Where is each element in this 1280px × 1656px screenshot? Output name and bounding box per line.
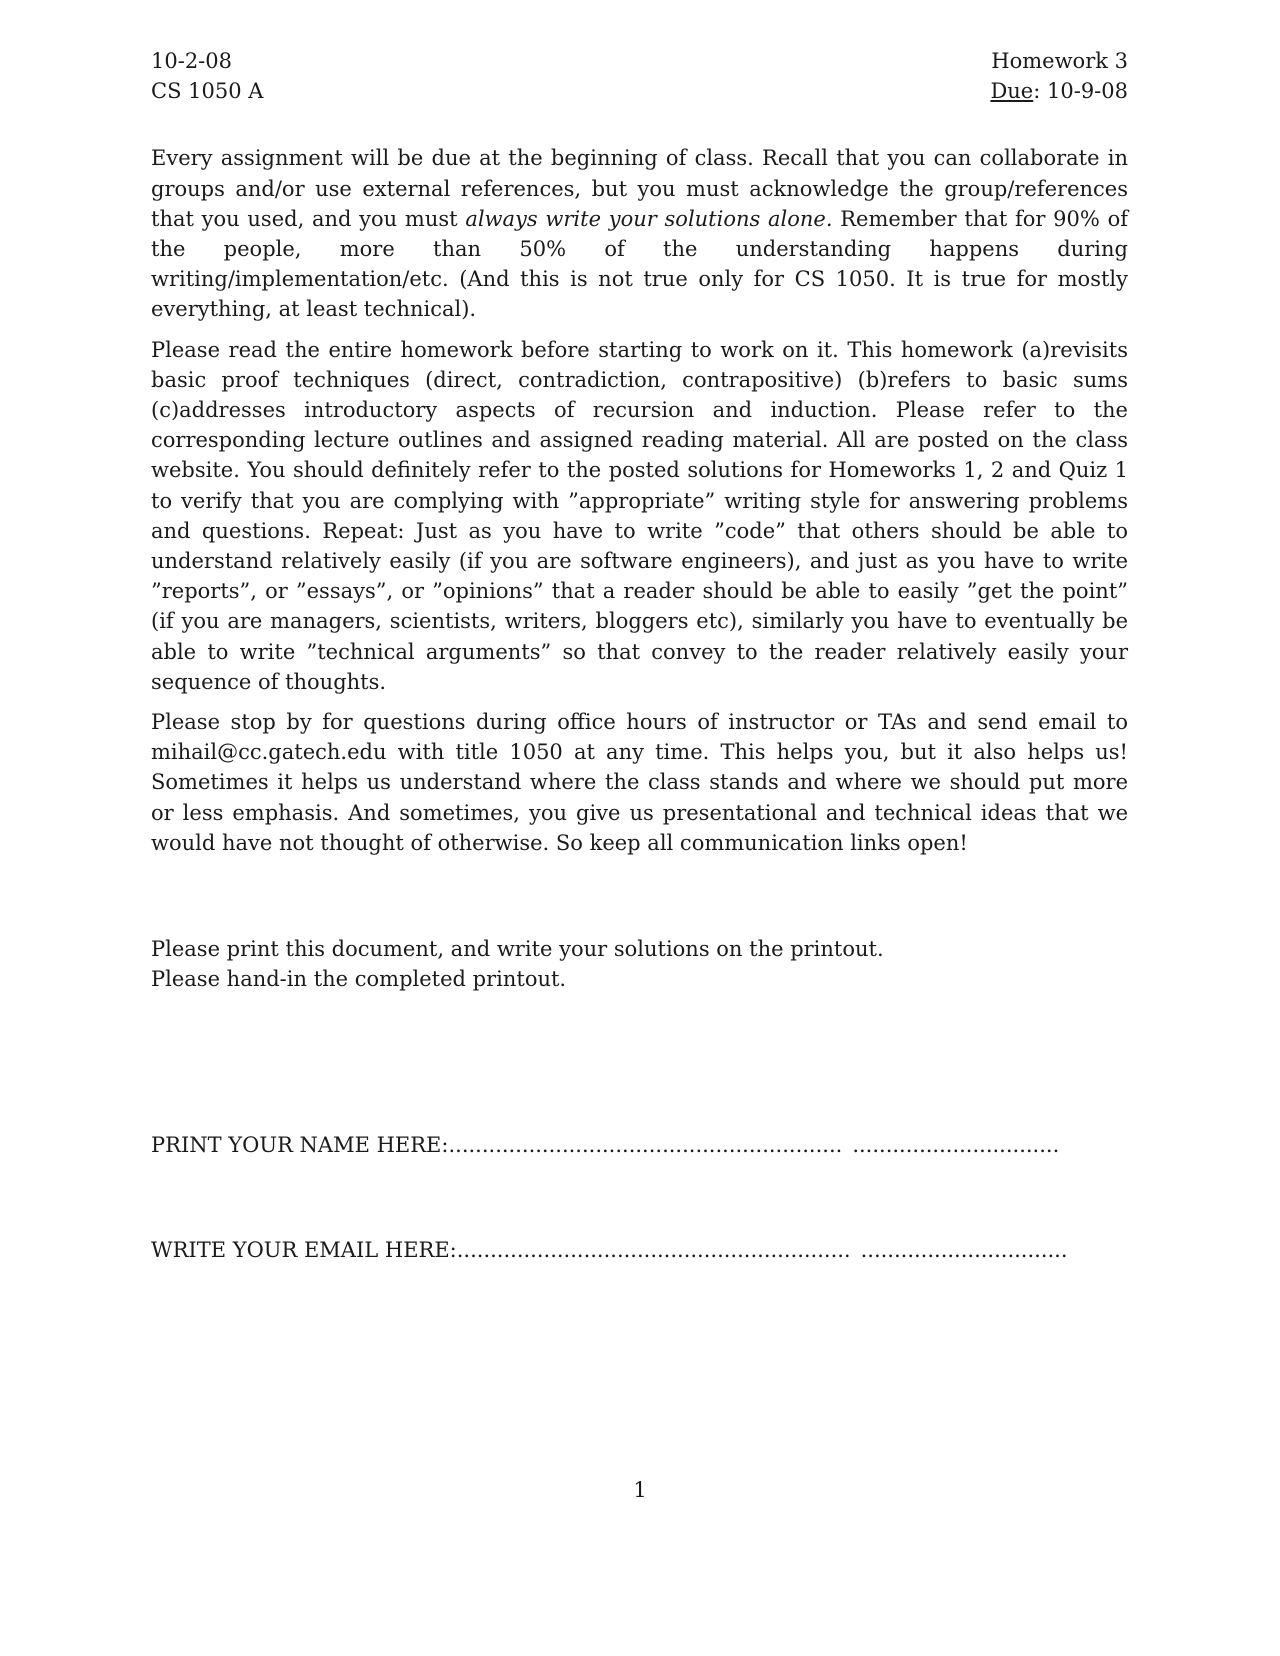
email-field-label: WRITE YOUR EMAIL HERE: [151,1237,457,1262]
header-course: CS 1050 A [151,79,264,104]
instruction-hand-in: Please hand-in the completed printout. [151,967,567,992]
header-right [990,46,1128,106]
header-title: Homework 3 [991,49,1128,73]
page-number: 1 [633,1478,647,1502]
paragraph-collaboration [151,143,1128,324]
document-page [151,46,1128,1265]
name-field[interactable] [151,1130,1128,1160]
instruction-print: Please print this document, and write your solutions on the printout. [151,937,884,962]
name-field-label: PRINT YOUR NAME HERE: [151,1133,449,1158]
document-body [151,143,1128,858]
name-field-dots[interactable]: ........................................................... [448,1133,843,1158]
paragraph-collaboration-end: Remember that for 90% of the people, more than 50% of the understanding happens during writing/implementation/etc. (And this is not true only for CS 1050. It is true for mostly everything, at least technical). [151,206,1128,322]
paragraph-office-hours: Please stop by for questions during office hours of instructor or TAs and send email to mihail@cc.gatech.edu with title 1050 at any time. This helps you, but it also helps us! Sometimes it helps us understand where the class stands and where we should put more or less emphasis. And sometimes, you give us presentational and technical ideas that we would have not thought of otherwise. So keep all communication links open! [151,710,1128,855]
paragraph-collaboration-start: Every assignment will be due at the beginning of class. Recall that you can collaborate in groups and/or use external references, but you must acknowledge the group/references that you used, and you must [151,146,1128,231]
paragraph-collaboration-emphasis: always write your solutions alone. [465,206,833,231]
due-label: Due [990,79,1034,104]
document-header [151,46,1128,106]
paragraph-homework-overview: Please read the entire homework before starting to work on it. This homework (a)revisits basic proof techniques (direct, contradiction, contrapositive) (b)refers to basic sums (c)addresses introductory aspects of recursion and induction. Please refer to the corresponding lecture outlines and assigned reading material. All are posted on the class website. You should definitely refer to the posted solutions for Homeworks 1, 2 and Quiz 1 to verify that you are complying with ”appropriate” writing style for answering problems and questions. Repeat: Just as you have to write ”code” that others should be able to understand relatively easily (if you are software engineers), and just as you have to write ”reports”, or ”essays”, or ”opinions” that a reader should be able to easily ”get the point” (if you are managers, scientists, writers, bloggers etc), similarly you have to eventually be able to write ”technical arguments” so that convey to the reader relatively easily your sequence of thoughts. [151,337,1128,694]
header-due [990,76,1128,106]
email-field-dots[interactable]: ........................................................... [456,1237,851,1262]
header-left [151,46,263,106]
email-field-dots-extra[interactable]: ............................... [860,1237,1068,1262]
print-instructions [151,934,1128,994]
header-date: 10-2-08 [151,49,232,73]
name-field-dots-extra[interactable]: ............................... [852,1133,1060,1158]
email-field[interactable] [151,1235,1128,1265]
due-date: 10-9-08 [1047,79,1128,104]
due-separator: : [1033,79,1047,104]
